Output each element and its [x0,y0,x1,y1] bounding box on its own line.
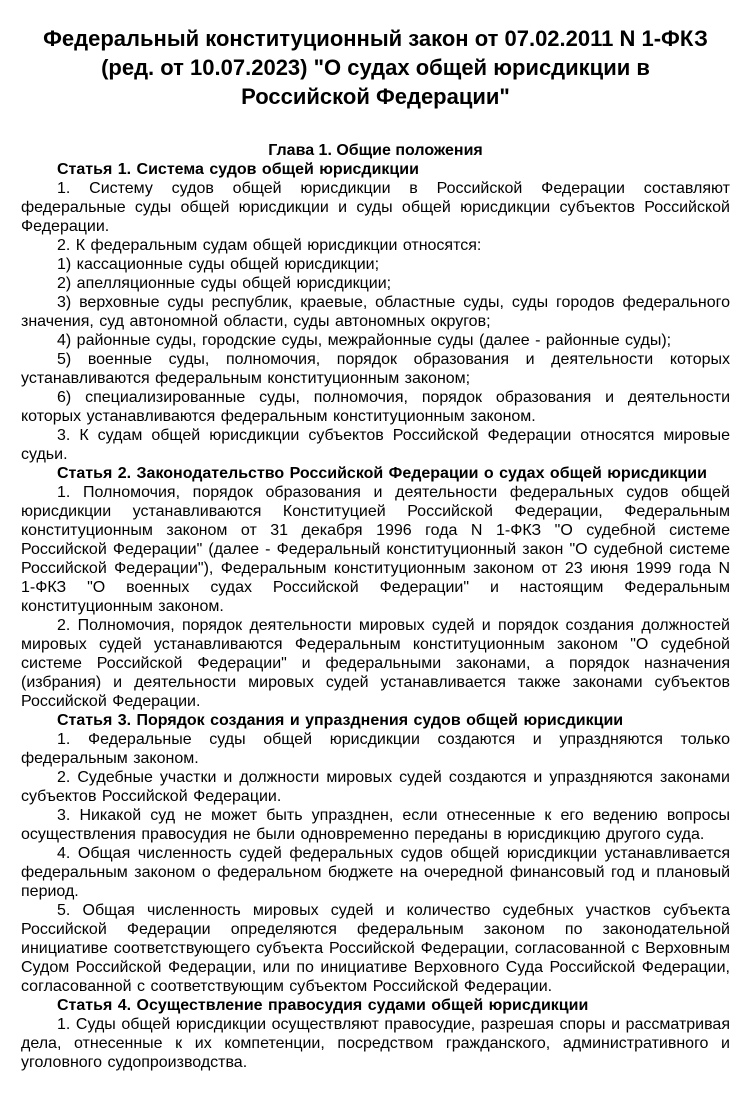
paragraph: 2) апелляционные суды общей юрисдикции; [57,275,392,292]
paragraph: 1) кассационные суды общей юрисдикции; [57,256,380,273]
paragraph: 4. Общая численность судей федеральных судов общей юрисдикции устанавливается федеральным законом о федеральном бюджете на очередной финансовый год и плановый период. [21,845,730,900]
document-body [21,141,730,1072]
paragraph: 1. Суды общей юрисдикции осуществляют правосудие, разрешая споры и рассматривая дела, отнесенные к их компетенции, посредством гражданского, административного и уголовного судопроизводства. [21,1016,730,1071]
paragraph: 4) районные суды, городские суды, межрайонные суды (далее - районные суды); [57,332,672,349]
document-title: Федеральный конституционный закон от 07.02.2011 N 1-ФКЗ (ред. от 10.07.2023) "О судах общей юрисдикции в Российской Федерации" [43,26,708,109]
article-heading: Статья 3. Порядок создания и упразднения судов общей юрисдикции [57,712,624,729]
paragraph: 1. Полномочия, порядок образования и деятельности федеральных судов общей юрисдикции устанавливаются Конституцией Российской Федерации, Федеральным конституционным законом от 31 декабря 1996 года N 1-ФКЗ "О судебной системе Российской Федерации" (далее - Федеральный конституционный закон "О судебной системе Российской Федерации"), Федеральным конституционным законом от 23 июня 1999 года N 1-ФКЗ "О военных судах Российской Федерации" и настоящим Федеральным конституционным законом. [21,484,730,615]
paragraph: 3. К судам общей юрисдикции субъектов Российской Федерации относятся мировые судьи. [21,427,730,463]
article-heading: Статья 1. Система судов общей юрисдикции [57,161,419,178]
paragraph: 3. Никакой суд не может быть упразднен, если отнесенные к его ведению вопросы осуществления правосудия не были одновременно переданы в юрисдикцию другого суда. [21,807,730,843]
paragraph: 2. Судебные участки и должности мировых судей создаются и упраздняются законами субъектов Российской Федерации. [21,769,730,805]
paragraph: 6) специализированные суды, полномочия, порядок образования и деятельности которых устанавливаются федеральным конституционным законом. [21,389,730,425]
chapter-heading: Глава 1. Общие положения [268,142,483,159]
article-heading: Статья 4. Осуществление правосудия судами общей юрисдикции [57,997,589,1014]
paragraph: 1. Систему судов общей юрисдикции в Российской Федерации составляют федеральные суды общей юрисдикции и суды общей юрисдикции субъектов Российской Федерации. [21,180,730,235]
paragraph: 2. К федеральным судам общей юрисдикции относятся: [57,237,482,254]
paragraph: 2. Полномочия, порядок деятельности мировых судей и порядок создания должностей мировых судей устанавливаются Федеральным конституционным законом "О судебной системе Российской Федерации" и федеральными законами, а порядок назначения (избрания) и деятельности мировых судей устанавливается также законами субъектов Российской Федерации. [21,617,730,710]
paragraph: 5. Общая численность мировых судей и количество судебных участков субъекта Российской Федерации определяются федеральным законом по законодательной инициативе соответствующего субъекта Российской Федерации, согласованной с Верховным Судом Российской Федерации, или по инициативе Верховного Суда Российской Федерации, согласованной с соответствующим субъектом Российской Федерации. [21,902,730,995]
paragraph: 5) военные суды, полномочия, порядок образования и деятельности которых устанавливаются федеральным конституционным законом; [21,351,730,387]
article-heading: Статья 2. Законодательство Российской Федерации о судах общей юрисдикции [57,465,707,482]
paragraph: 1. Федеральные суды общей юрисдикции создаются и упраздняются только федеральным законом. [21,731,730,767]
paragraph: 3) верховные суды республик, краевые, областные суды, суды городов федерального значения, суд автономной области, суды автономных округов; [21,294,730,330]
